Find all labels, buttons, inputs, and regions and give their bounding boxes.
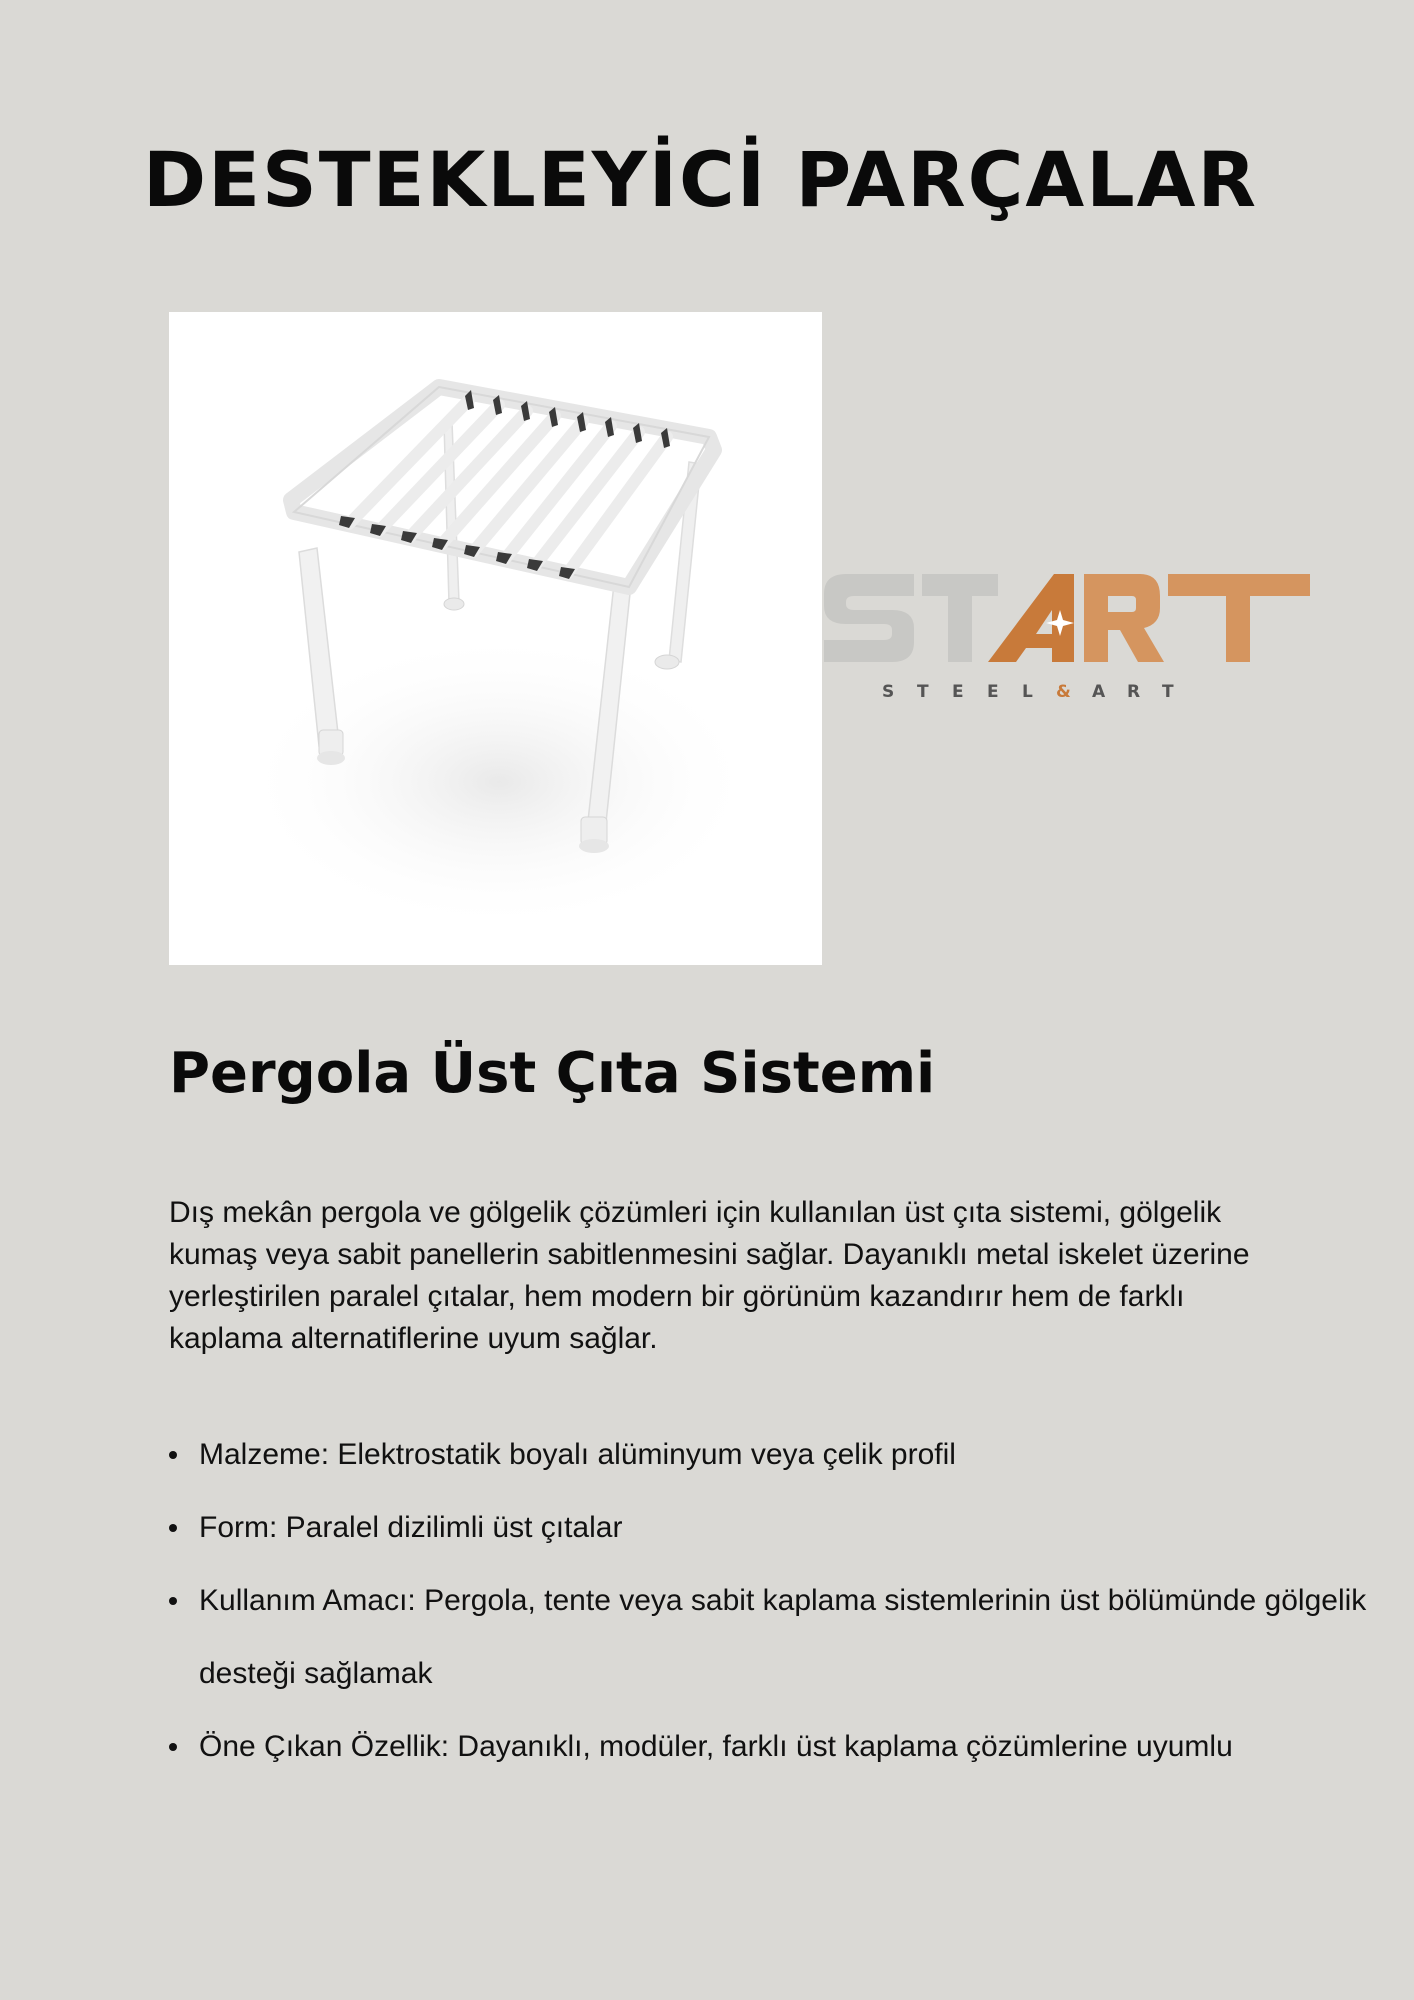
svg-text:E: E <box>952 682 964 702</box>
svg-text:T: T <box>917 682 929 702</box>
product-title: Pergola Üst Çıta Sistemi <box>169 1041 936 1106</box>
bullet-icon <box>169 1743 177 1751</box>
feature-list <box>169 1418 1369 1783</box>
svg-text:T: T <box>1162 682 1174 702</box>
page-title: DESTEKLEYİCİ PARÇALAR <box>143 135 1258 224</box>
svg-text:A: A <box>1092 682 1106 702</box>
svg-text:R: R <box>1127 682 1141 702</box>
feature-text: Öne Çıkan Özellik: Dayanıklı, modüler, farklı üst kaplama çözümlerine uyumlu <box>199 1730 1233 1763</box>
feature-text: Kullanım Amacı: Pergola, tente veya sabit kaplama sistemlerinin üst bölümünde gölgelik desteği sağlamak <box>199 1584 1367 1690</box>
svg-text:E: E <box>987 682 999 702</box>
product-description: Dış mekân pergola ve gölgelik çözümleri için kullanılan üst çıta sistemi, gölgelik kumaş veya sabit panellerin sabitlenmesini sağlar. Dayanıklı metal iskelet üzerine yerleştirilen paralel çıtalar, hem modern bir görünüm kazandırır hem de farklı kaplama alternatiflerine uyum sağlar. <box>169 1196 1250 1355</box>
feature-text: Malzeme: Elektrostatik boyalı alüminyum veya çelik profil <box>199 1438 956 1471</box>
bullet-icon <box>169 1524 177 1532</box>
start-logo-icon <box>822 568 1312 708</box>
start-logo <box>822 568 1312 708</box>
pergola-image <box>169 312 822 965</box>
pergola-render-icon <box>169 312 822 965</box>
svg-text:&: & <box>1056 682 1071 702</box>
feature-text: Form: Paralel dizilimli üst çıtalar <box>199 1511 623 1544</box>
feature-item-highlight <box>169 1710 1369 1783</box>
svg-text:S: S <box>882 682 895 702</box>
feature-item-purpose <box>169 1564 1369 1710</box>
bullet-icon <box>169 1597 177 1605</box>
svg-text:L: L <box>1022 682 1033 702</box>
bullet-icon <box>169 1451 177 1459</box>
feature-item-form <box>169 1491 1369 1564</box>
feature-item-material <box>169 1418 1369 1491</box>
